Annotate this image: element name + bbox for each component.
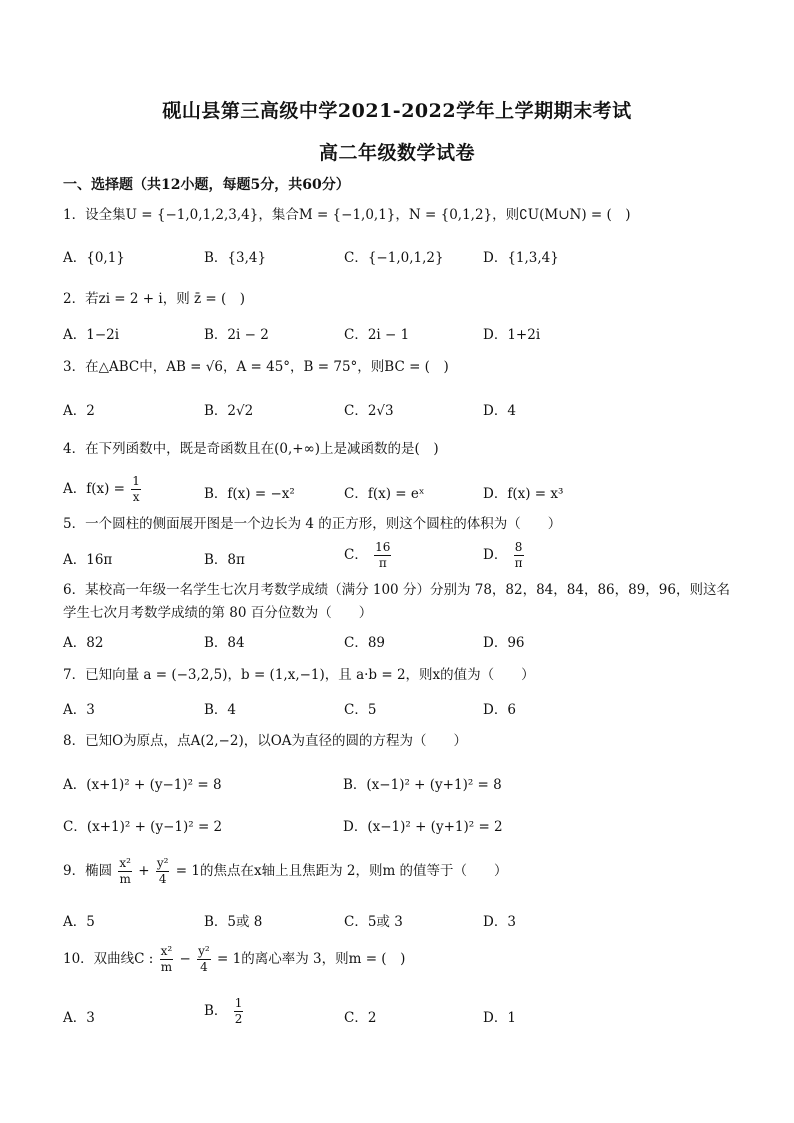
option-c: C．2 [344,1010,377,1026]
numerator: 1 [132,474,140,488]
option-c: C．{−1,0,1,2} [344,250,444,266]
option-a: A．3 [63,1010,95,1026]
stem-prefix: 9．椭圆 [63,863,113,879]
question-10-stem [63,944,735,975]
fraction [156,856,170,887]
option-d: D．3 [483,914,516,930]
option-c: C．2i − 1 [344,327,410,343]
fraction [514,540,524,571]
question-3-stem: 3．在△ABC中，AB = √6，A = 45°，B = 75°，则BC = ( ) [63,359,449,375]
option-d: D．6 [483,702,516,718]
fraction [374,540,391,571]
option-a: A．82 [63,635,104,651]
denominator: 4 [158,872,167,886]
option-a: A．1−2i [63,327,120,343]
option-c: C．5或 3 [344,914,403,930]
question-2-stem: 2．若zi = 2 + i，则 z̄ = ( ) [63,291,246,307]
exam-title: 砚山县第三高级中学2021-2022学年上学期期末考试 [162,100,632,122]
option-c: C．2√3 [344,403,394,419]
option-d-text: D． [483,547,508,563]
option-b: B．(x−1)² + (y+1)² = 8 [343,777,502,793]
option-b: B．f(x) = −x² [204,486,295,502]
minus-sign: − [179,951,191,967]
option-a: A．{0,1} [63,250,125,266]
option-a: A．2 [63,403,95,419]
denominator: 4 [200,960,208,974]
exam-subtitle: 高二年级数学试卷 [318,142,475,164]
stem-suffix: = 1的离心率为 3，则m = ( ) [217,951,406,967]
question-9-stem [63,856,735,887]
option-b: B．8π [204,552,245,568]
option-c: C．89 [344,635,386,651]
question-1-stem: 1．设全集U = {−1,0,1,2,3,4}，集合M = {−1,0,1}，N = {0,1,2}，则∁U(M∪N) = ( ) [63,207,631,223]
numerator: y² [198,944,210,958]
fraction [197,944,211,975]
option-b: B．{3,4} [204,250,267,266]
option-d: D．4 [483,403,516,419]
fraction [131,474,141,505]
numerator: y² [156,856,169,870]
section-heading: 一、选择题（共12小题，每题5分，共60分） [63,177,350,193]
fraction [118,856,132,887]
question-4-stem: 4．在下列函数中，既是奇函数且在(0,+∞)上是减函数的是( ) [63,441,439,457]
option-c: C．5 [344,702,377,718]
numerator: 8 [514,540,523,554]
option-b: B．84 [204,635,245,651]
option-a: A．16π [63,552,113,568]
option-b: B．5或 8 [204,914,263,930]
option-a: A．5 [63,914,95,930]
option-c-text: C． [344,547,368,563]
question-7-stem: 7．已知向量 a = (−3,2,5)，b = (1,x,−1)，且 a·b = 2，则x的值为（ ） [63,667,535,683]
denominator: π [378,556,387,570]
numerator: x² [160,944,173,958]
option-a: A．3 [63,702,95,718]
option-d [483,540,526,571]
fraction [160,944,174,975]
denominator: π [514,556,523,570]
denominator: 2 [234,1012,243,1026]
stem-prefix: 10．双曲线C : [63,951,154,967]
option-b: B．4 [204,702,237,718]
option-c [344,540,393,571]
fraction [234,996,244,1027]
option-b: B．2√2 [204,403,254,419]
denominator: x [132,490,140,504]
option-b-text: B． [204,1003,228,1019]
numerator: x² [119,856,131,870]
option-a-text: A．f(x) = [63,481,125,497]
option-d: D．1+2i [483,327,541,343]
question-6-stem: 6．某校高一年级一名学生七次月考数学成绩（满分 100 分）分别为 78，82，84，84，86，89，96，则这名学生七次月考数学成绩的第 80 百分位数为（ ） [63,582,730,621]
option-d: D．1 [483,1010,516,1026]
option-d: D．(x−1)² + (y+1)² = 2 [343,819,503,835]
option-a: A．(x+1)² + (y−1)² = 8 [63,777,222,793]
numerator: 1 [234,996,243,1010]
option-c: C．f(x) = eˣ [344,486,425,502]
option-d: D．96 [483,635,525,651]
option-d: D．f(x) = x³ [483,486,564,502]
option-c: C．(x+1)² + (y−1)² = 2 [63,819,223,835]
option-b [204,996,245,1027]
denominator: m [119,872,131,886]
plus-sign: + [138,863,150,879]
denominator: m [160,960,173,974]
option-b: B．2i − 2 [204,327,269,343]
question-8-stem: 8．已知O为原点，点A(2,−2)，以OA为直径的圆的方程为（ ） [63,733,468,749]
option-d: D．{1,3,4} [483,250,559,266]
stem-suffix: = 1的焦点在x轴上且焦距为 2，则m 的值等于（ ） [175,863,508,879]
numerator: 16 [375,540,391,554]
question-5-stem: 5．一个圆柱的侧面展开图是一个边长为 4 的正方形，则这个圆柱的体积为（ ） [63,516,562,532]
option-a [63,474,143,505]
